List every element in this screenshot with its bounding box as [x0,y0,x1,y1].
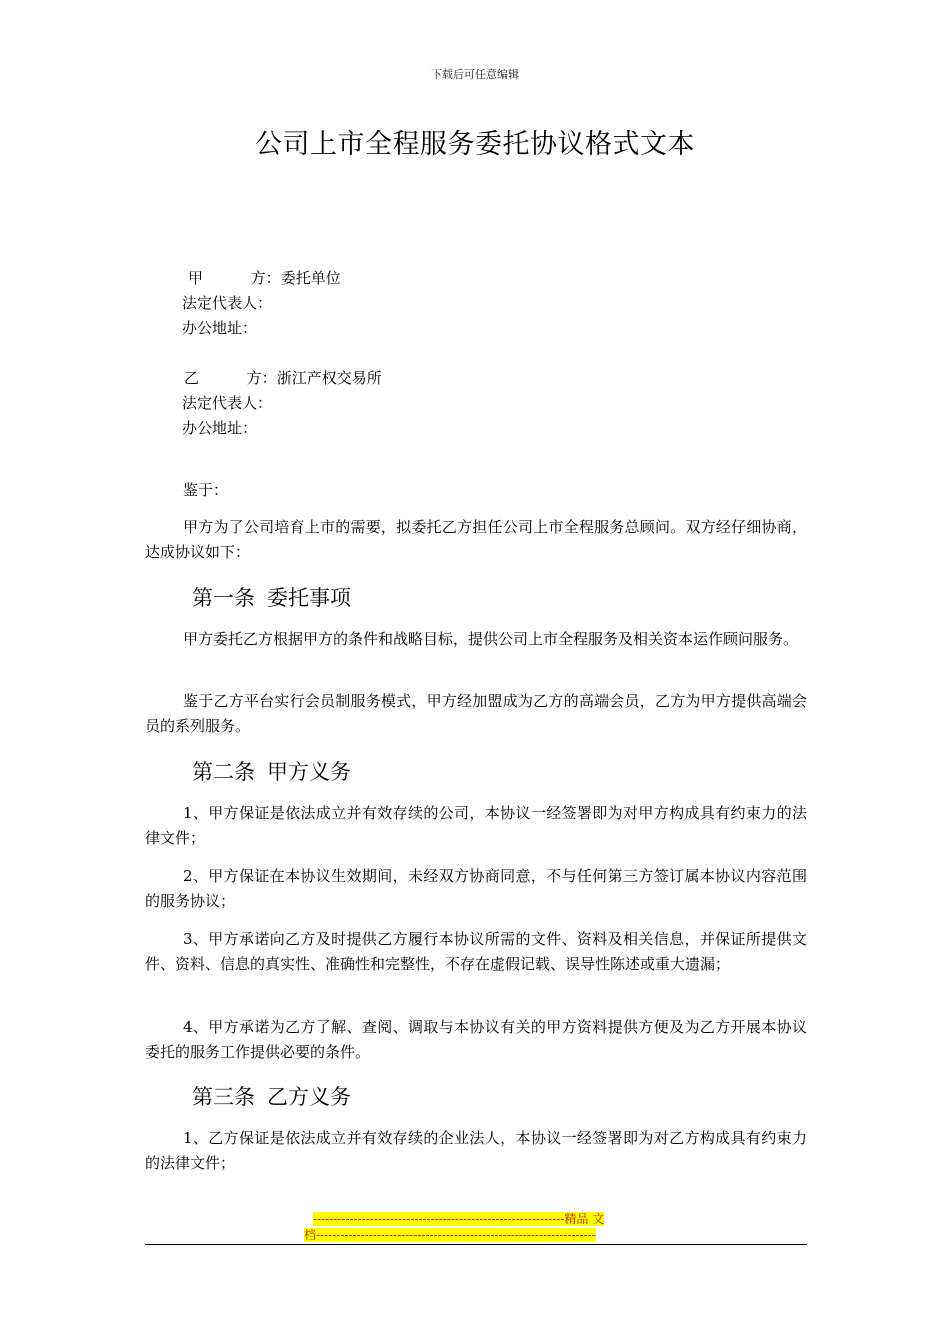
footer-rule [145,1244,807,1245]
section-3-heading [192,1081,351,1111]
section-2-number: 第二条 [192,760,255,784]
section-2-title: 甲方义务 [267,760,351,784]
section-1-paragraph: 鉴于乙方平台实行会员制服务模式，甲方经加盟成为乙方的高端会员，乙方为甲方提供高端会员的系列服务。 [145,692,807,735]
footer-watermark-line-2: 档--------------------------------------------------------------------- [304,1228,596,1242]
section-2-heading [192,756,351,786]
party-b-address: 办公地址： [182,419,258,437]
section-2-para-2-block [145,864,807,914]
party-a-address: 办公地址： [182,319,258,337]
party-a-representative: 法定代表人： [182,294,273,312]
section-2-para-4-block [145,1015,807,1065]
party-b-value: 浙江产权交易所 [276,369,382,387]
footer-watermark-line-1: --------------------------------------------------------------精品 文 [313,1212,605,1226]
intro-block [145,515,807,565]
parties-block [182,266,382,441]
whereas-block [145,478,807,503]
party-b-label: 乙 方： [184,369,277,387]
party-b-representative: 法定代表人： [182,394,273,412]
section-3-number: 第三条 [192,1085,255,1109]
download-note: 下载后可任意编辑 [431,68,519,81]
section-2-para-1-block [145,801,807,851]
party-b-row [182,366,382,391]
whereas-label: 鉴于： [183,481,229,499]
section-1-paragraph: 甲方委托乙方根据甲方的条件和战略目标，提供公司上市全程服务及相关资本运作顾问服务。 [183,630,799,648]
section-3-paragraph: 1、乙方保证是依法成立并有效存续的企业法人，本协议一经签署即为对乙方构成具有约束力的法律文件； [145,1129,807,1172]
party-a-label: 甲 方： [188,269,281,287]
section-1-number: 第一条 [192,586,255,610]
party-a-row [182,266,382,291]
section-3-title: 乙方义务 [267,1085,351,1109]
party-a-value: 委托单位 [280,269,341,287]
section-2-paragraph: 4、甲方承诺为乙方了解、查阅、调取与本协议有关的甲方资料提供方便及为乙方开展本协议委托的服务工作提供必要的条件。 [145,1018,807,1061]
section-3-para-1-block [145,1126,807,1176]
section-1-para-1-block [145,627,807,652]
section-2-para-3-block [145,927,807,977]
section-2-paragraph: 2、甲方保证在本协议生效期间，未经双方协商同意，不与任何第三方签订属本协议内容范围的服务协议； [145,867,807,910]
intro-paragraph: 甲方为了公司培育上市的需要，拟委托乙方担任公司上市全程服务总顾问。双方经仔细协商，达成协议如下： [145,518,807,561]
section-1-title: 委托事项 [267,586,351,610]
document-title: 公司上市全程服务委托协议格式文本 [255,129,695,160]
section-1-heading [192,582,351,612]
section-2-paragraph: 1、甲方保证是依法成立并有效存续的公司，本协议一经签署即为对甲方构成具有约束力的法律文件； [145,804,807,847]
section-1-para-2-block [145,689,807,739]
section-2-paragraph: 3、甲方承诺向乙方及时提供乙方履行本协议所需的文件、资料及相关信息，并保证所提供文件、资料、信息的真实性、准确性和完整性，不存在虚假记载、误导性陈述或重大遗漏； [145,930,807,973]
